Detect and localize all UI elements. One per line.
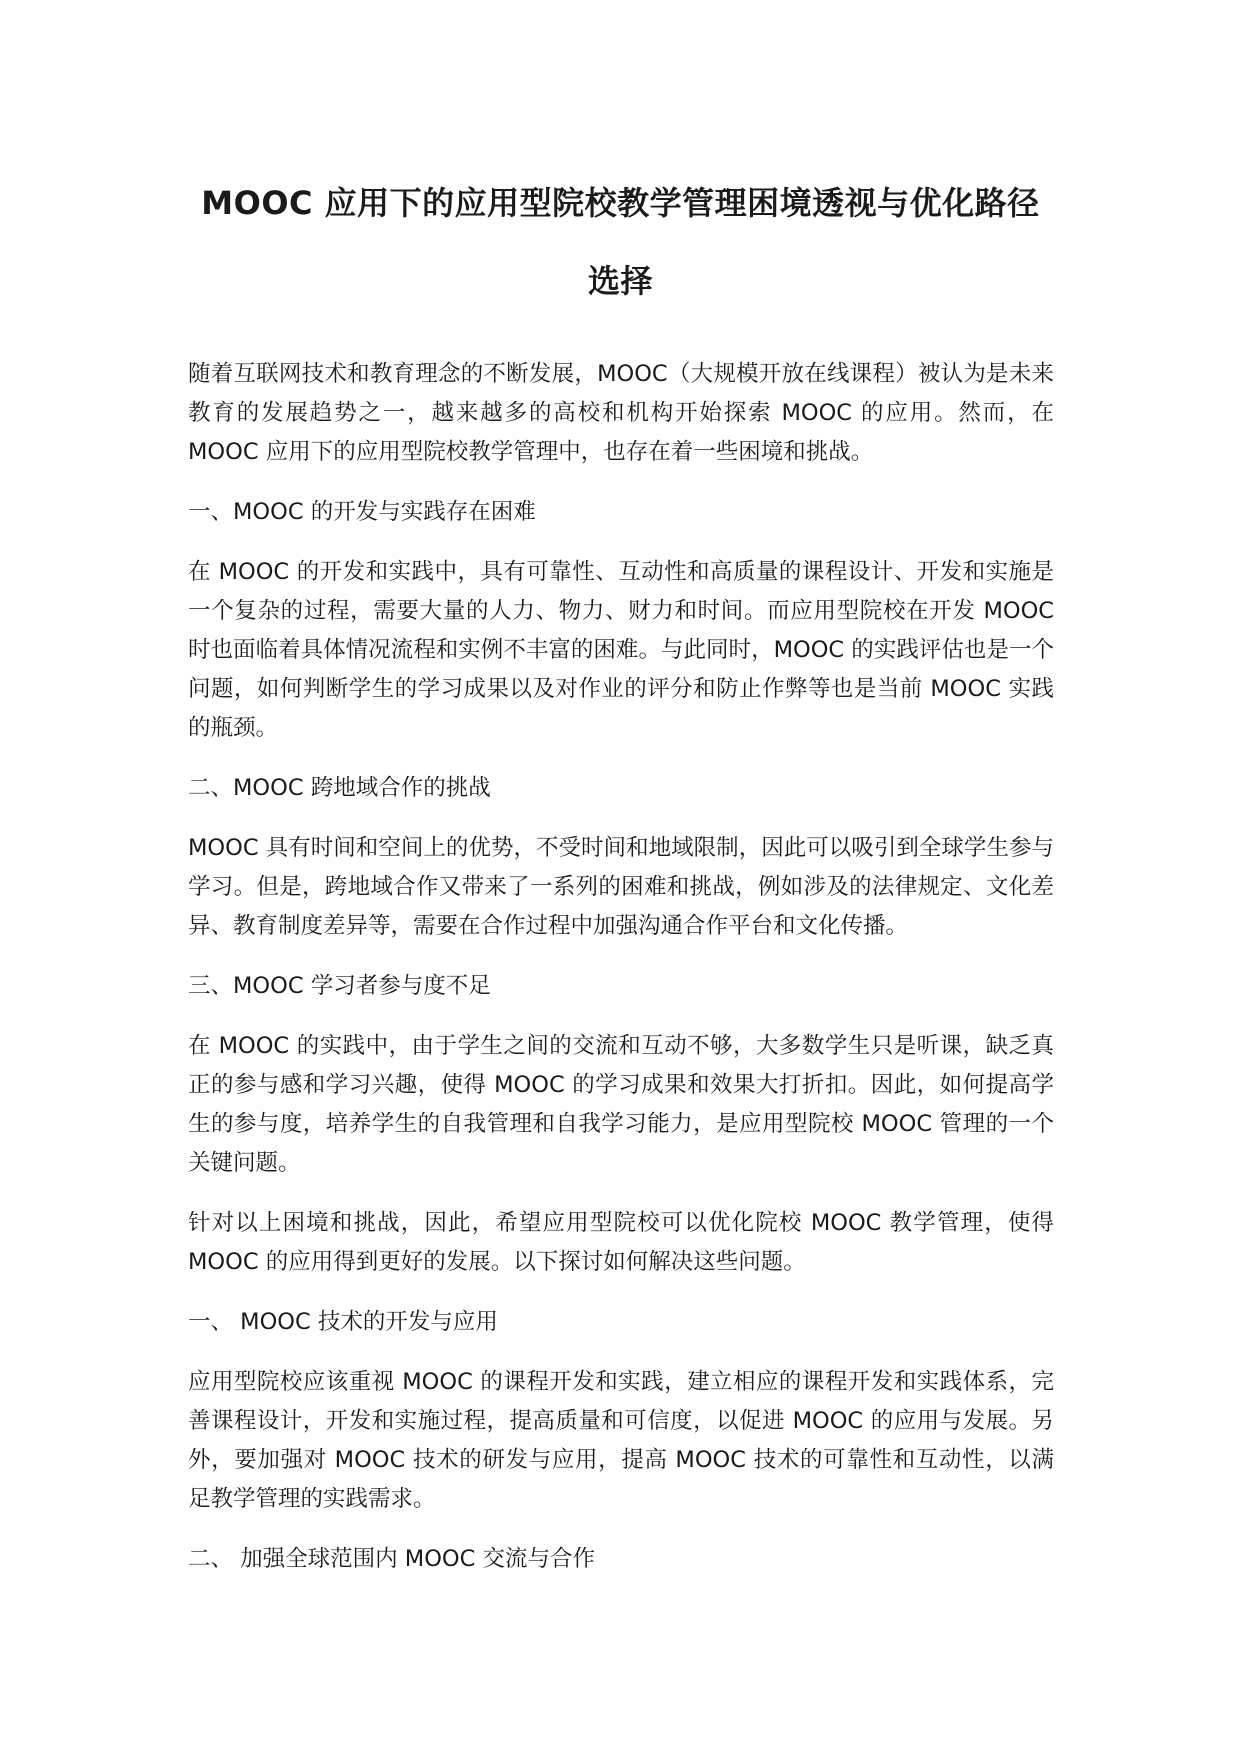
solution-heading-2: 二、 加强全球范围内 MOOC 交流与合作 [188, 1546, 596, 1572]
section-1-paragraph: 在 MOOC 的开发和实践中，具有可靠性、互动性和高质量的课程设计、开发和实施是一个复杂的过程，需要大量的人力、物力、财力和时间。而应用型院校在开发 MOOC 时也面临着具体情况流程和实例不丰富的困难。与此同时，MOOC 的实践评估也是一个问题，如何判断学生的学习成果以及对作业的评分和防止作弊等也是当前 MOOC 实践的瓶颈。 [188, 559, 1054, 741]
solution-heading-1: 一、 MOOC 技术的开发与应用 [188, 1309, 498, 1335]
document-title-line-2: 选择 [587, 262, 653, 300]
transition-paragraph: 针对以上困境和挑战，因此，希望应用型院校可以优化院校 MOOC 教学管理，使得 MOOC 的应用得到更好的发展。以下探讨如何解决这些问题。 [188, 1210, 1054, 1275]
section-2-paragraph: MOOC 具有时间和空间上的优势，不受时间和地域限制，因此可以吸引到全球学生参与学习。但是，跨地域合作又带来了一系列的困难和挑战，例如涉及的法律规定、文化差异、教育制度差异等，需要在合作过程中加强沟通合作平台和文化传播。 [188, 835, 1054, 939]
section-heading-3: 三、MOOC 学习者参与度不足 [188, 973, 491, 999]
document-title-line-1: MOOC 应用下的应用型院校教学管理困境透视与优化路径 [201, 184, 1040, 222]
solution-1-paragraph: 应用型院校应该重视 MOOC 的课程开发和实践，建立相应的课程开发和实践体系，完善课程设计，开发和实施过程，提高质量和可信度，以促进 MOOC 的应用与发展。另外，要加强对 MOOC 技术的研发与应用，提高 MOOC 技术的可靠性和互动性，以满足教学管理的实践需求。 [188, 1369, 1054, 1512]
document-body [188, 355, 1054, 1600]
section-3-paragraph: 在 MOOC 的实践中，由于学生之间的交流和互动不够，大多数学生只是听课，缺乏真正的参与感和学习兴趣，使得 MOOC 的学习成果和效果大打折扣。因此，如何提高学生的参与度，培养学生的自我管理和自我学习能力，是应用型院校 MOOC 管理的一个关键问题。 [188, 1033, 1054, 1176]
section-heading-2: 二、MOOC 跨地域合作的挑战 [188, 775, 491, 801]
section-heading-1: 一、MOOC 的开发与实践存在困难 [188, 499, 536, 525]
intro-paragraph: 随着互联网技术和教育理念的不断发展，MOOC（大规模开放在线课程）被认为是未来教育的发展趋势之一，越来越多的高校和机构开始探索 MOOC 的应用。然而，在 MOOC 应用下的应用型院校教学管理中，也存在着一些困境和挑战。 [188, 361, 1054, 465]
